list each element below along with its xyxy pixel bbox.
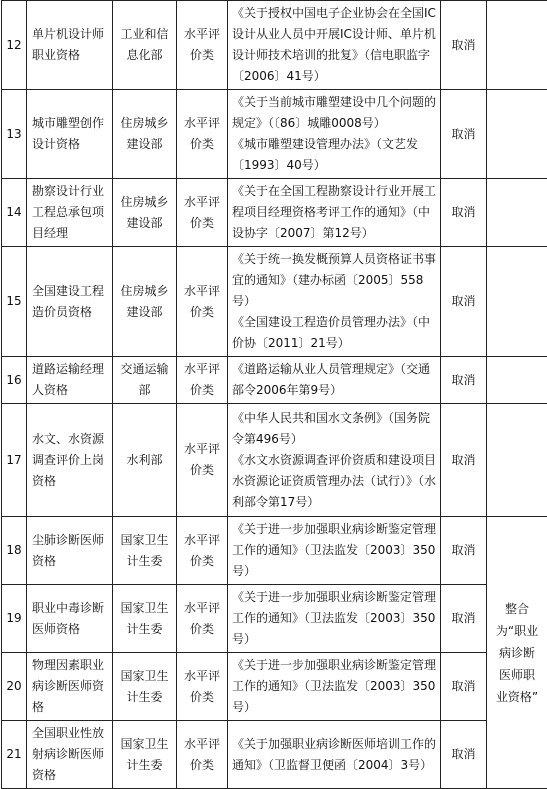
qualification-name: 全国职业性放射病诊断医师资格 bbox=[27, 721, 113, 789]
table-row bbox=[2, 179, 547, 247]
legal-basis-line: 《关于统一换发概预算人员资格证书事宜的通知》（建办标函〔2005〕558号） bbox=[232, 249, 437, 312]
legal-basis bbox=[228, 1, 441, 90]
action: 取消 bbox=[441, 247, 487, 357]
legal-basis bbox=[228, 90, 441, 179]
legal-basis-line: 《关于进一步加强职业病诊断鉴定管理工作的通知》（卫法监发〔2003〕350号） bbox=[232, 587, 437, 650]
legal-basis-line: 《关于当前城市雕塑建设中几个问题的规定》（〔86〕城雕0008号） bbox=[232, 92, 437, 134]
qualification-name: 城市雕塑创作设计资格 bbox=[27, 90, 113, 179]
qualification-type: 水平评价类 bbox=[177, 721, 228, 789]
table-row bbox=[2, 90, 547, 179]
department: 国家卫生计生委 bbox=[113, 517, 177, 585]
department: 住房城乡建设部 bbox=[113, 179, 177, 247]
department: 交通运输部 bbox=[113, 357, 177, 404]
department: 住房城乡建设部 bbox=[113, 90, 177, 179]
legal-basis-line: 《水文水资源调查评价资质和建设项目水资源论证资质管理办法（试行）》（水利部令第17号） bbox=[232, 450, 437, 513]
department: 国家卫生计生委 bbox=[113, 721, 177, 789]
row-number: 18 bbox=[2, 517, 27, 585]
row-number: 13 bbox=[2, 90, 27, 179]
legal-basis-line: 《关于加强职业病诊断医师培训工作的通知》（卫监督卫便函〔2004〕3号） bbox=[232, 734, 437, 776]
qualification-type: 水平评价类 bbox=[177, 517, 228, 585]
legal-basis bbox=[228, 585, 441, 653]
remark-empty bbox=[487, 90, 547, 179]
department: 工业和信息化部 bbox=[113, 1, 177, 90]
qualification-type: 水平评价类 bbox=[177, 404, 228, 517]
action: 取消 bbox=[441, 585, 487, 653]
table-row bbox=[2, 653, 547, 721]
row-number: 17 bbox=[2, 404, 27, 517]
qualification-name: 勘察设计行业工程总承包项目经理 bbox=[27, 179, 113, 247]
legal-basis-line: 《道路运输从业人员管理规定》（交通部令2006年第9号） bbox=[232, 359, 437, 401]
qualification-type: 水平评价类 bbox=[177, 585, 228, 653]
qualification-type: 水平评价类 bbox=[177, 653, 228, 721]
action: 取消 bbox=[441, 1, 487, 90]
table-row bbox=[2, 404, 547, 517]
qualification-name: 物理因素职业病诊断医师资格 bbox=[27, 653, 113, 721]
table-row bbox=[2, 517, 547, 585]
action: 取消 bbox=[441, 179, 487, 247]
legal-basis bbox=[228, 357, 441, 404]
legal-basis bbox=[228, 721, 441, 789]
legal-basis-line: 《城市雕塑建设管理办法》（文艺发〔1993〕40号） bbox=[232, 134, 437, 176]
department: 住房城乡建设部 bbox=[113, 247, 177, 357]
legal-basis bbox=[228, 404, 441, 517]
remark-empty bbox=[487, 1, 547, 90]
action: 取消 bbox=[441, 404, 487, 517]
qualification-name: 全国建设工程造价员资格 bbox=[27, 247, 113, 357]
remark-empty bbox=[487, 179, 547, 247]
row-number: 16 bbox=[2, 357, 27, 404]
legal-basis-line: 《关于在全国工程勘察设计行业开展工程项目经理资格考评工作的通知》（中设协字〔2007〕第12号） bbox=[232, 181, 437, 244]
qualification-type: 水平评价类 bbox=[177, 247, 228, 357]
department: 国家卫生计生委 bbox=[113, 653, 177, 721]
legal-basis bbox=[228, 653, 441, 721]
action: 取消 bbox=[441, 90, 487, 179]
department: 国家卫生计生委 bbox=[113, 585, 177, 653]
qualification-name: 职业中毒诊断医师资格 bbox=[27, 585, 113, 653]
remark-empty bbox=[487, 247, 547, 357]
row-number: 15 bbox=[2, 247, 27, 357]
table-row bbox=[2, 357, 547, 404]
legal-basis-line: 《关于授权中国电子企业协会在全国IC设计从业人员中开展IC设计师、单片机设计师技术培训的批复》（信电职监字〔2006〕41号） bbox=[232, 3, 437, 87]
action: 取消 bbox=[441, 721, 487, 789]
legal-basis-line: 《关于进一步加强职业病诊断鉴定管理工作的通知》（卫法监发〔2003〕350号） bbox=[232, 655, 437, 718]
qualification-type: 水平评价类 bbox=[177, 179, 228, 247]
qualification-name: 道路运输经理人资格 bbox=[27, 357, 113, 404]
legal-basis bbox=[228, 247, 441, 357]
row-number: 14 bbox=[2, 179, 27, 247]
row-number: 19 bbox=[2, 585, 27, 653]
legal-basis-line: 《中华人民共和国水文条例》（国务院令第496号） bbox=[232, 408, 437, 450]
legal-basis-line: 《关于进一步加强职业病诊断鉴定管理工作的通知》（卫法监发〔2003〕350号） bbox=[232, 519, 437, 582]
legal-basis-line: 《全国建设工程造价员管理办法》（中价协〔2011〕21号） bbox=[232, 312, 437, 354]
table-row bbox=[2, 585, 547, 653]
row-number: 21 bbox=[2, 721, 27, 789]
qualification-type: 水平评价类 bbox=[177, 90, 228, 179]
merged-remark: 整合为“职业病诊断医师职业资格” bbox=[487, 517, 547, 789]
qualification-type: 水平评价类 bbox=[177, 1, 228, 90]
legal-basis bbox=[228, 179, 441, 247]
table-row bbox=[2, 1, 547, 90]
qualification-type: 水平评价类 bbox=[177, 357, 228, 404]
remark-empty bbox=[487, 404, 547, 517]
remark-empty bbox=[487, 357, 547, 404]
table-row bbox=[2, 721, 547, 789]
table-row bbox=[2, 247, 547, 357]
row-number: 20 bbox=[2, 653, 27, 721]
qualification-name: 尘肺诊断医师资格 bbox=[27, 517, 113, 585]
row-number: 12 bbox=[2, 1, 27, 90]
legal-basis bbox=[228, 517, 441, 585]
action: 取消 bbox=[441, 653, 487, 721]
qualification-name: 单片机设计师职业资格 bbox=[27, 1, 113, 90]
action: 取消 bbox=[441, 517, 487, 585]
qualification-table bbox=[1, 0, 547, 789]
action: 取消 bbox=[441, 357, 487, 404]
department: 水利部 bbox=[113, 404, 177, 517]
qualification-name: 水文、水资源调查评价上岗资格 bbox=[27, 404, 113, 517]
